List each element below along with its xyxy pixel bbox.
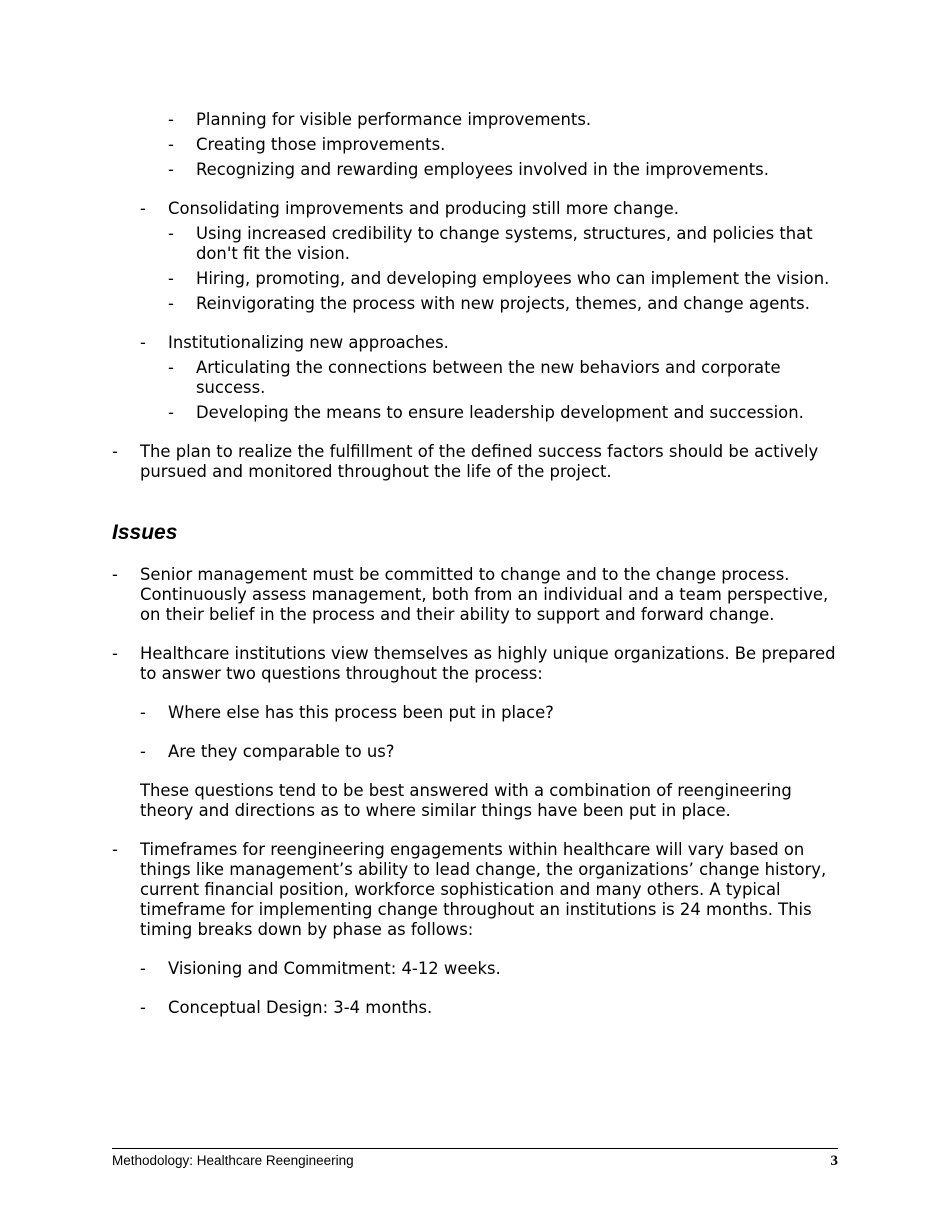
bullet-item — [112, 565, 840, 625]
bullet-text: Planning for visible performance improvements. — [196, 110, 592, 129]
bullet-dash: - — [168, 224, 174, 243]
bullet-text: Conceptual Design: 3-4 months. — [168, 998, 433, 1017]
bullet-item — [168, 160, 840, 180]
bullet-dash: - — [112, 565, 118, 584]
bullet-text: Where else has this process been put in place? — [168, 703, 554, 722]
bullet-dash: - — [112, 840, 118, 859]
bullet-dash: - — [140, 998, 146, 1017]
paragraph: These questions tend to be best answered with a combination of reengineering theory and directions as to where similar things have been put in place. — [140, 781, 792, 820]
bullet-text: Creating those improvements. — [196, 135, 446, 154]
bullet-text: Recognizing and rewarding employees involved in the improvements. — [196, 160, 769, 179]
bullet-item — [140, 333, 840, 353]
bullet-item — [168, 224, 840, 264]
bullet-text: Using increased credibility to change systems, structures, and policies that don't fit the vision. — [196, 224, 813, 263]
bullet-item — [140, 959, 840, 979]
bullet-item — [140, 998, 840, 1018]
bullet-dash: - — [168, 269, 174, 288]
bullet-text: Institutionalizing new approaches. — [168, 333, 449, 352]
bullet-text: Developing the means to ensure leadership development and succession. — [196, 403, 804, 422]
bullet-item — [168, 358, 840, 398]
bullet-dash: - — [140, 703, 146, 722]
bullet-text: Timeframes for reengineering engagements within healthcare will vary based on things like management’s ability to lead change, the organizations’ change history, current financial position, workforce sophistication and many others. A typical timeframe for implementing change throughout an institutions is 24 months. This timing breaks down by phase as follows: — [140, 840, 827, 939]
bullet-dash: - — [140, 742, 146, 761]
bullet-dash: - — [168, 160, 174, 179]
bullet-text: The plan to realize the fulfillment of the defined success factors should be actively pursued and monitored throughout the life of the project. — [140, 442, 819, 481]
bullet-text: Are they comparable to us? — [168, 742, 395, 761]
bullet-dash: - — [140, 333, 146, 352]
bullet-text: Hiring, promoting, and developing employees who can implement the vision. — [196, 269, 830, 288]
bullet-item — [112, 644, 840, 684]
bullet-dash: - — [168, 110, 174, 129]
bullet-item — [140, 199, 840, 219]
page-footer — [112, 1148, 838, 1170]
bullet-text: Articulating the connections between the new behaviors and corporate success. — [196, 358, 781, 397]
bullet-item — [112, 442, 840, 482]
bullet-dash: - — [140, 199, 146, 218]
bullet-text: Consolidating improvements and producing still more change. — [168, 199, 679, 218]
bullet-text: Senior management must be committed to change and to the change process. Continuously assess management, both from an individual and a team perspective, on their belief in the process and their ability to support and forward change. — [140, 565, 829, 624]
bullet-item — [168, 294, 840, 314]
section-heading: Issues — [112, 521, 178, 544]
bullet-dash: - — [168, 135, 174, 154]
bullet-item — [140, 742, 840, 762]
bullet-item — [168, 110, 840, 130]
bullet-item — [168, 135, 840, 155]
bullet-text: Visioning and Commitment: 4-12 weeks. — [168, 959, 501, 978]
bullet-text: Healthcare institutions view themselves as highly unique organizations. Be prepared to answer two questions throughout the process: — [140, 644, 836, 683]
bullet-item — [168, 403, 840, 423]
document-body — [112, 110, 840, 1018]
bullet-dash: - — [112, 644, 118, 663]
bullet-dash: - — [168, 358, 174, 377]
bullet-item — [140, 703, 840, 723]
bullet-dash: - — [168, 294, 174, 313]
bullet-item — [168, 269, 840, 289]
bullet-item — [112, 840, 840, 940]
bullet-text: Reinvigorating the process with new projects, themes, and change agents. — [196, 294, 810, 313]
footer-title: Methodology: Healthcare Reengineering — [112, 1153, 354, 1168]
bullet-dash: - — [112, 442, 118, 461]
bullet-dash: - — [168, 403, 174, 422]
bullet-dash: - — [140, 959, 146, 978]
page-number: 3 — [830, 1153, 838, 1169]
